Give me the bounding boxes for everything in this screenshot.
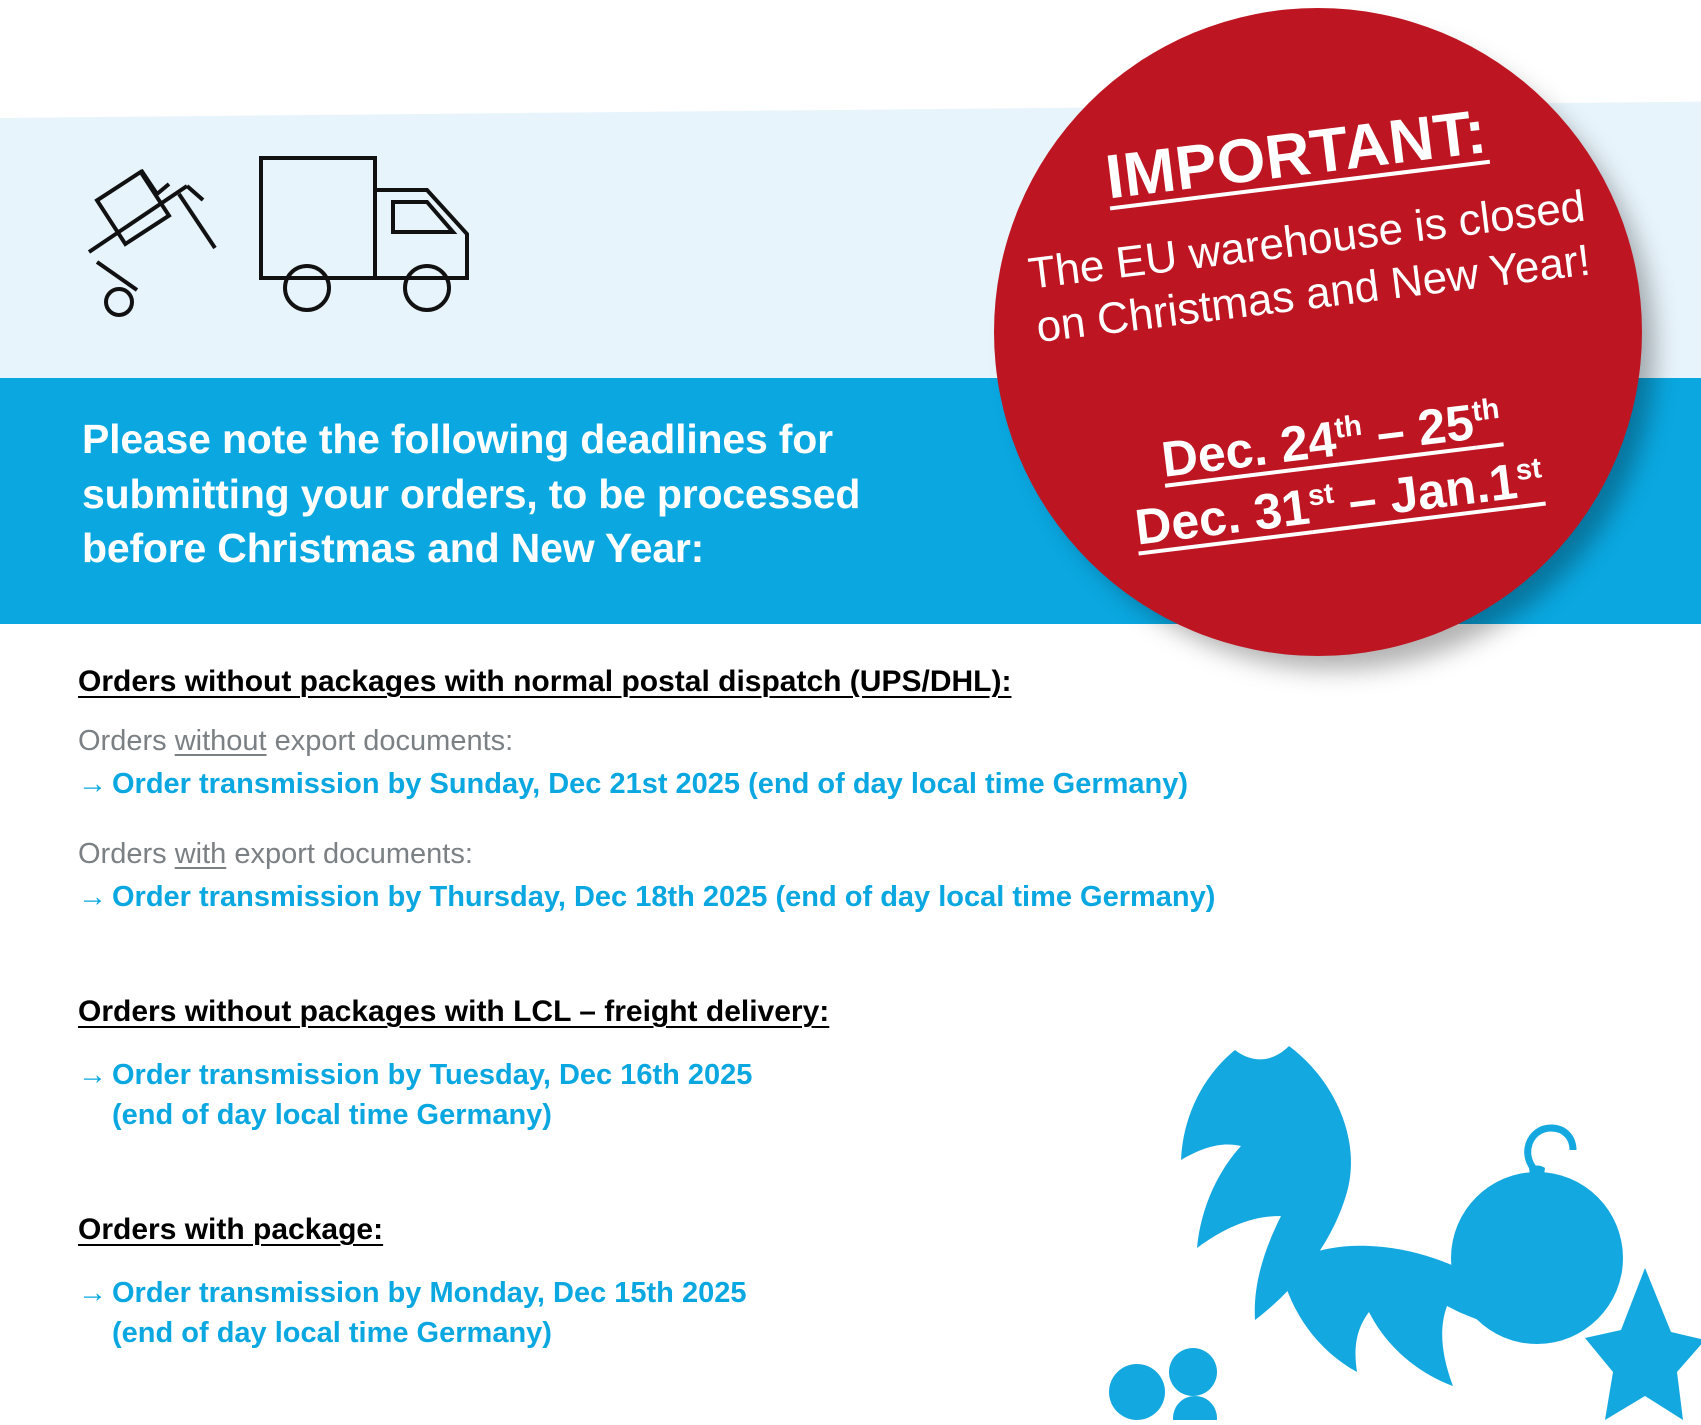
important-notice-stamp xyxy=(994,8,1642,656)
deadline-text-second: (end of day local time Germany) xyxy=(112,1099,552,1132)
deadline-text: Order transmission by Thursday, Dec 18th 2025 (end of day local time Germany) xyxy=(112,881,1216,914)
arrow-icon: → xyxy=(78,881,107,914)
deadline-line xyxy=(78,764,1478,804)
deadline-line xyxy=(78,877,1478,917)
stamp-dates xyxy=(1026,370,1642,571)
list-item xyxy=(78,725,1478,804)
deadline-text: Order transmission by Sunday, Dec 21st 2025 (end of day local time Germany) xyxy=(112,768,1189,800)
deadline-text-second: (end of day local time Germany) xyxy=(112,1317,552,1350)
sub-label: Orders with export documents: xyxy=(78,838,473,871)
section-title: Orders without packages with LCL – freight delivery: xyxy=(78,995,830,1029)
truck-body-icon xyxy=(261,158,467,310)
stamp-title: IMPORTANT: xyxy=(1102,97,1491,213)
section-postal-dispatch xyxy=(78,665,1478,917)
stamp-date-line-2: Dec. 31st – Jan.1st xyxy=(1131,452,1544,556)
list-item xyxy=(78,838,1478,917)
deadline-text: Order transmission by Monday, Dec 15th 2025 xyxy=(112,1277,747,1310)
stamp-date-line-1: Dec. 24th – 25th xyxy=(1158,392,1502,488)
page-headline: Please note the following deadlines for submitting your orders, to be processed before Christmas and New Year: xyxy=(82,416,861,572)
section-title: Orders without packages with normal postal dispatch (UPS/DHL): xyxy=(78,665,1012,698)
arrow-icon: → xyxy=(78,768,107,800)
spacer xyxy=(78,951,1478,995)
section-title: Orders with package: xyxy=(78,1213,384,1247)
hand-trolley-icon xyxy=(89,170,215,315)
holly-decoration-icon xyxy=(1085,1020,1701,1420)
delivery-truck-icon xyxy=(75,140,545,330)
stamp-body: The EU warehouse is closed on Christmas and New Year! xyxy=(1025,181,1593,352)
sub-label: Orders without export documents: xyxy=(78,725,514,757)
arrow-icon: → xyxy=(78,1059,107,1092)
deadline-text: Order transmission by Tuesday, Dec 16th 2025 xyxy=(112,1059,753,1092)
arrow-icon: → xyxy=(78,1277,107,1310)
